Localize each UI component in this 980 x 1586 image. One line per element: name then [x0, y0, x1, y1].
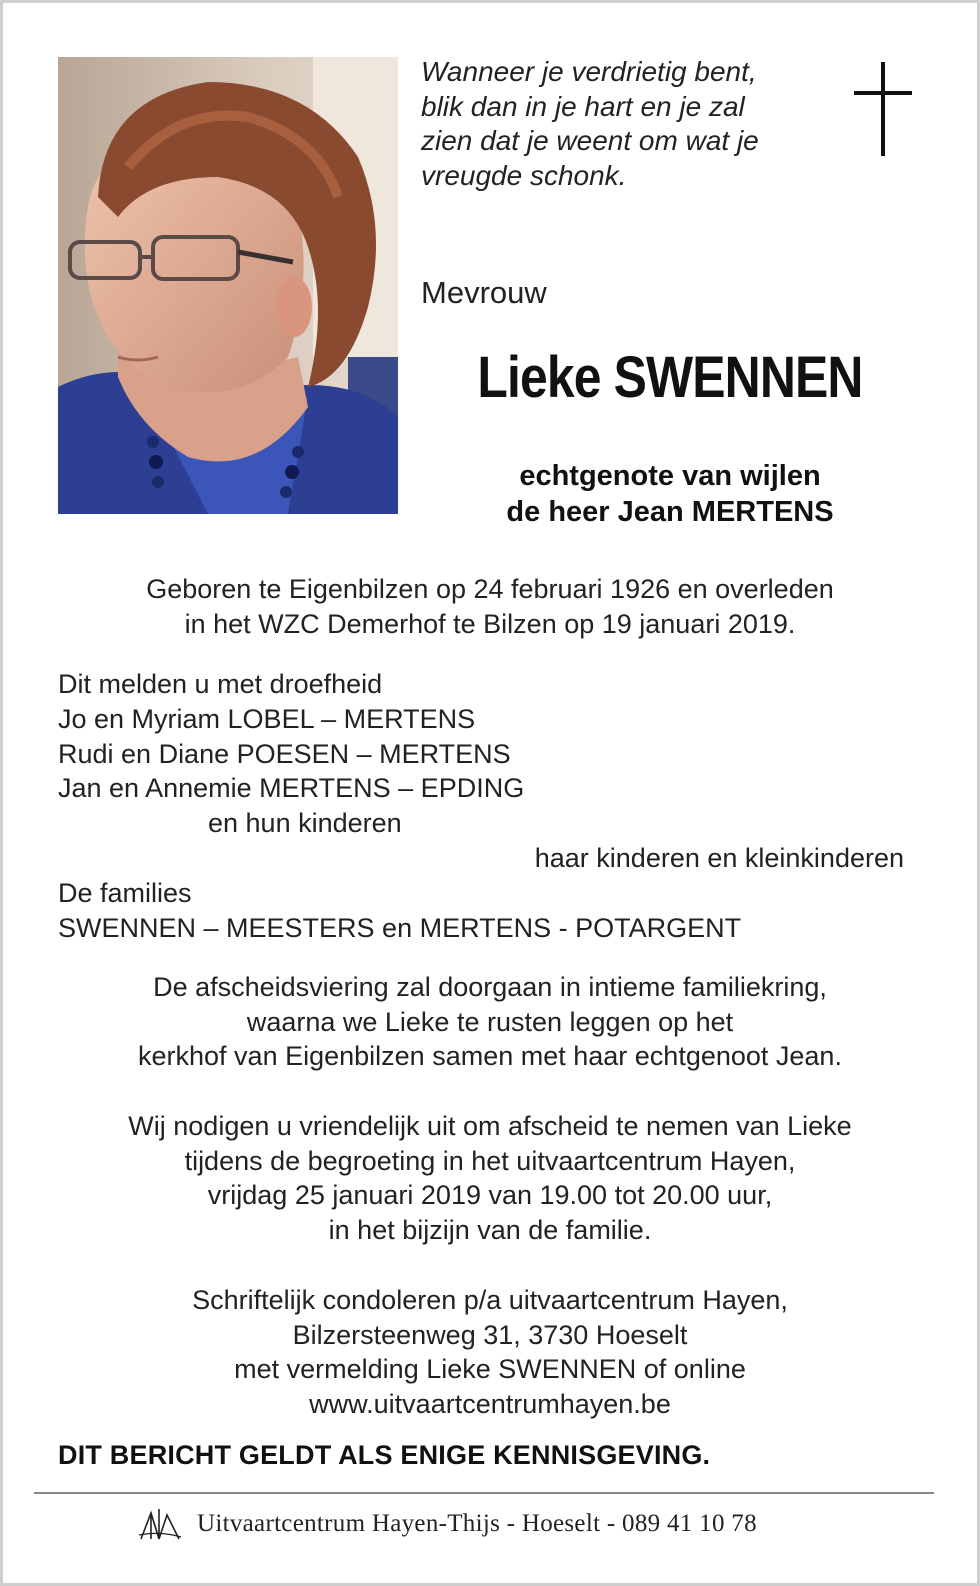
ceremony-info [30, 970, 950, 1074]
family-list [58, 667, 904, 945]
family-grandchildren: en hun kinderen [208, 808, 402, 839]
family-member: Jo en Myriam LOBEL – MERTENS [58, 703, 476, 734]
families-label: De families [58, 877, 192, 908]
family-summary: haar kinderen en kleinkinderen [534, 842, 904, 873]
condolences-line: met vermelding Lieke SWENNEN of online [234, 1354, 746, 1384]
cross-icon [854, 62, 912, 156]
portrait-photo [58, 57, 398, 514]
official-notice: DIT BERICHT GELDT ALS ENIGE KENNISGEVING. [58, 1440, 711, 1470]
family-member: Rudi en Diane POESEN – MERTENS [58, 738, 511, 769]
families-names: SWENNEN – MEESTERS en MERTENS - POTARGENT [58, 912, 742, 943]
ceremony-line: kerkhof van Eigenbilzen samen met haar echtgenoot Jean. [138, 1041, 842, 1071]
honorific: Mevrouw [421, 275, 547, 310]
divider [34, 1492, 934, 1494]
poem-line: vreugde schonk. [421, 159, 627, 191]
poem-line: zien dat je weent om wat je [421, 125, 759, 156]
visitation-line: tijdens de begroeting in het uitvaartcentrum Hayen, [184, 1145, 796, 1176]
family-intro: Dit melden u met droefheid [58, 669, 383, 699]
family-member: Jan en Annemie MERTENS – EPDING [58, 773, 525, 804]
poem [421, 55, 841, 193]
funeral-home-logo-icon [137, 1505, 183, 1543]
spouse-line: de heer Jean MERTENS [506, 496, 834, 528]
visitation-line: in het bijzijn van de familie. [328, 1214, 652, 1245]
birth-line: Geboren te Eigenbilzen op 24 februari 1926 en overleden [146, 574, 834, 604]
footer [137, 1504, 757, 1544]
spouse-line: echtgenote van wijlen [519, 460, 821, 492]
ceremony-line: De afscheidsviering zal doorgaan in intieme familiekring, [153, 972, 827, 1002]
spouse-info [420, 458, 920, 530]
website-link[interactable]: www.uitvaartcentrumhayen.be [309, 1388, 671, 1419]
birth-death-info [30, 572, 950, 641]
visitation-info [30, 1109, 950, 1247]
death-line: in het WZC Demerhof te Bilzen op 19 januari 2019. [184, 608, 796, 639]
visitation-line: Wij nodigen u vriendelijk uit om afscheid te nemen van Lieke [128, 1111, 852, 1141]
condolences-line: Schriftelijk condoleren p/a uitvaartcentrum Hayen, [192, 1285, 788, 1315]
condolences-info [30, 1283, 950, 1421]
condolences-line: Bilzersteenweg 31, 3730 Hoeselt [292, 1319, 688, 1350]
poem-line: blik dan in je hart en je zal [421, 90, 745, 122]
poem-line: Wanneer je verdrietig bent, [421, 56, 757, 87]
ceremony-line: waarna we Lieke te rusten leggen op het [246, 1006, 734, 1037]
deceased-name: Lieke SWENNEN [477, 345, 863, 410]
footer-text: Uitvaartcentrum Hayen-Thijs - Hoeselt - 089 41 10 78 [197, 1510, 757, 1537]
visitation-line: vrijdag 25 januari 2019 van 19.00 tot 20.00 uur, [207, 1180, 773, 1210]
